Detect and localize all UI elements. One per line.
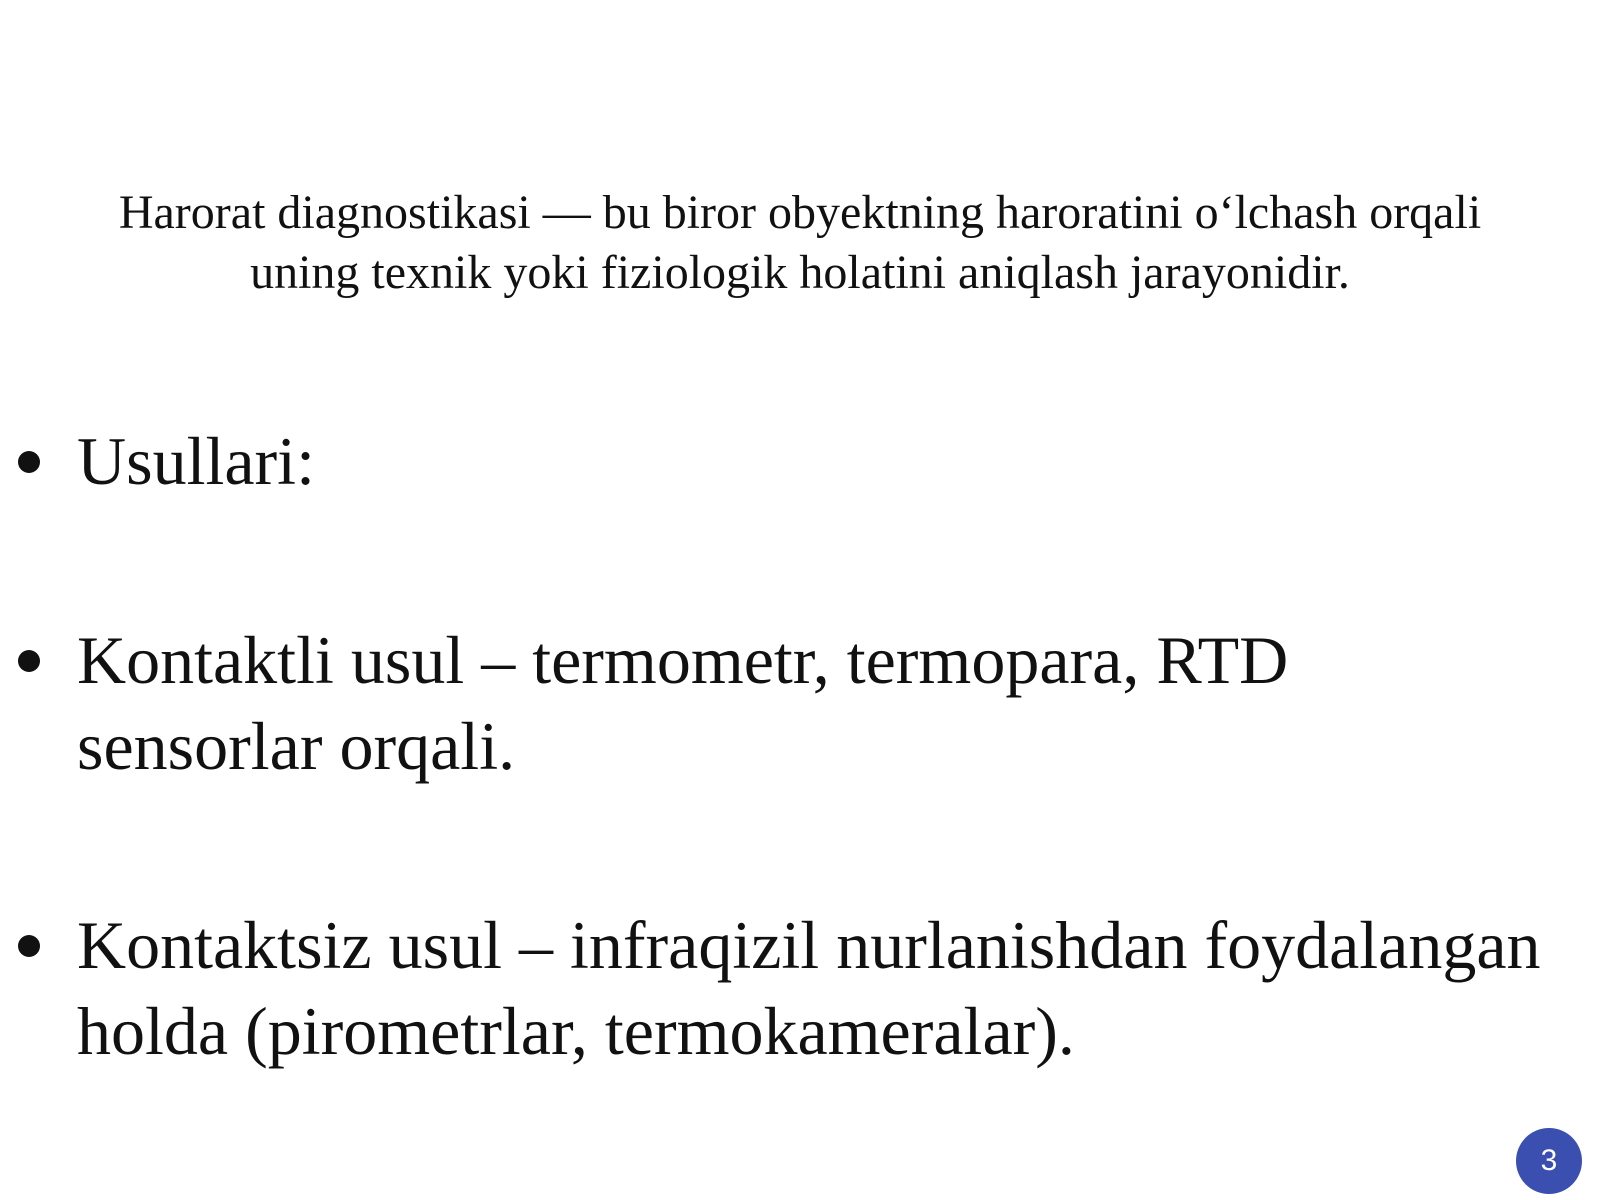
bullet-text: Kontaktli usul – termometr, termopara, RTD sensorlar orqali.: [77, 622, 1289, 784]
bullet-dot-icon: [18, 650, 40, 672]
bullet-dot-icon: [18, 935, 40, 957]
bullet-text: Usullari:: [77, 423, 315, 499]
bullet-dot-icon: [18, 451, 40, 473]
bullet-text: Kontaktsiz usul – infraqizil nurlanishdan foydalangan holda (pirometrlar, termokameralar).: [77, 907, 1541, 1069]
intro-text: Harorat diagnostikasi — bu biror obyektning haroratini o‘lchash orqali uning texnik yoki fiziologik holatini aniqlash jarayonidir.: [118, 186, 1482, 299]
page-number-badge: 3: [1516, 1128, 1582, 1194]
